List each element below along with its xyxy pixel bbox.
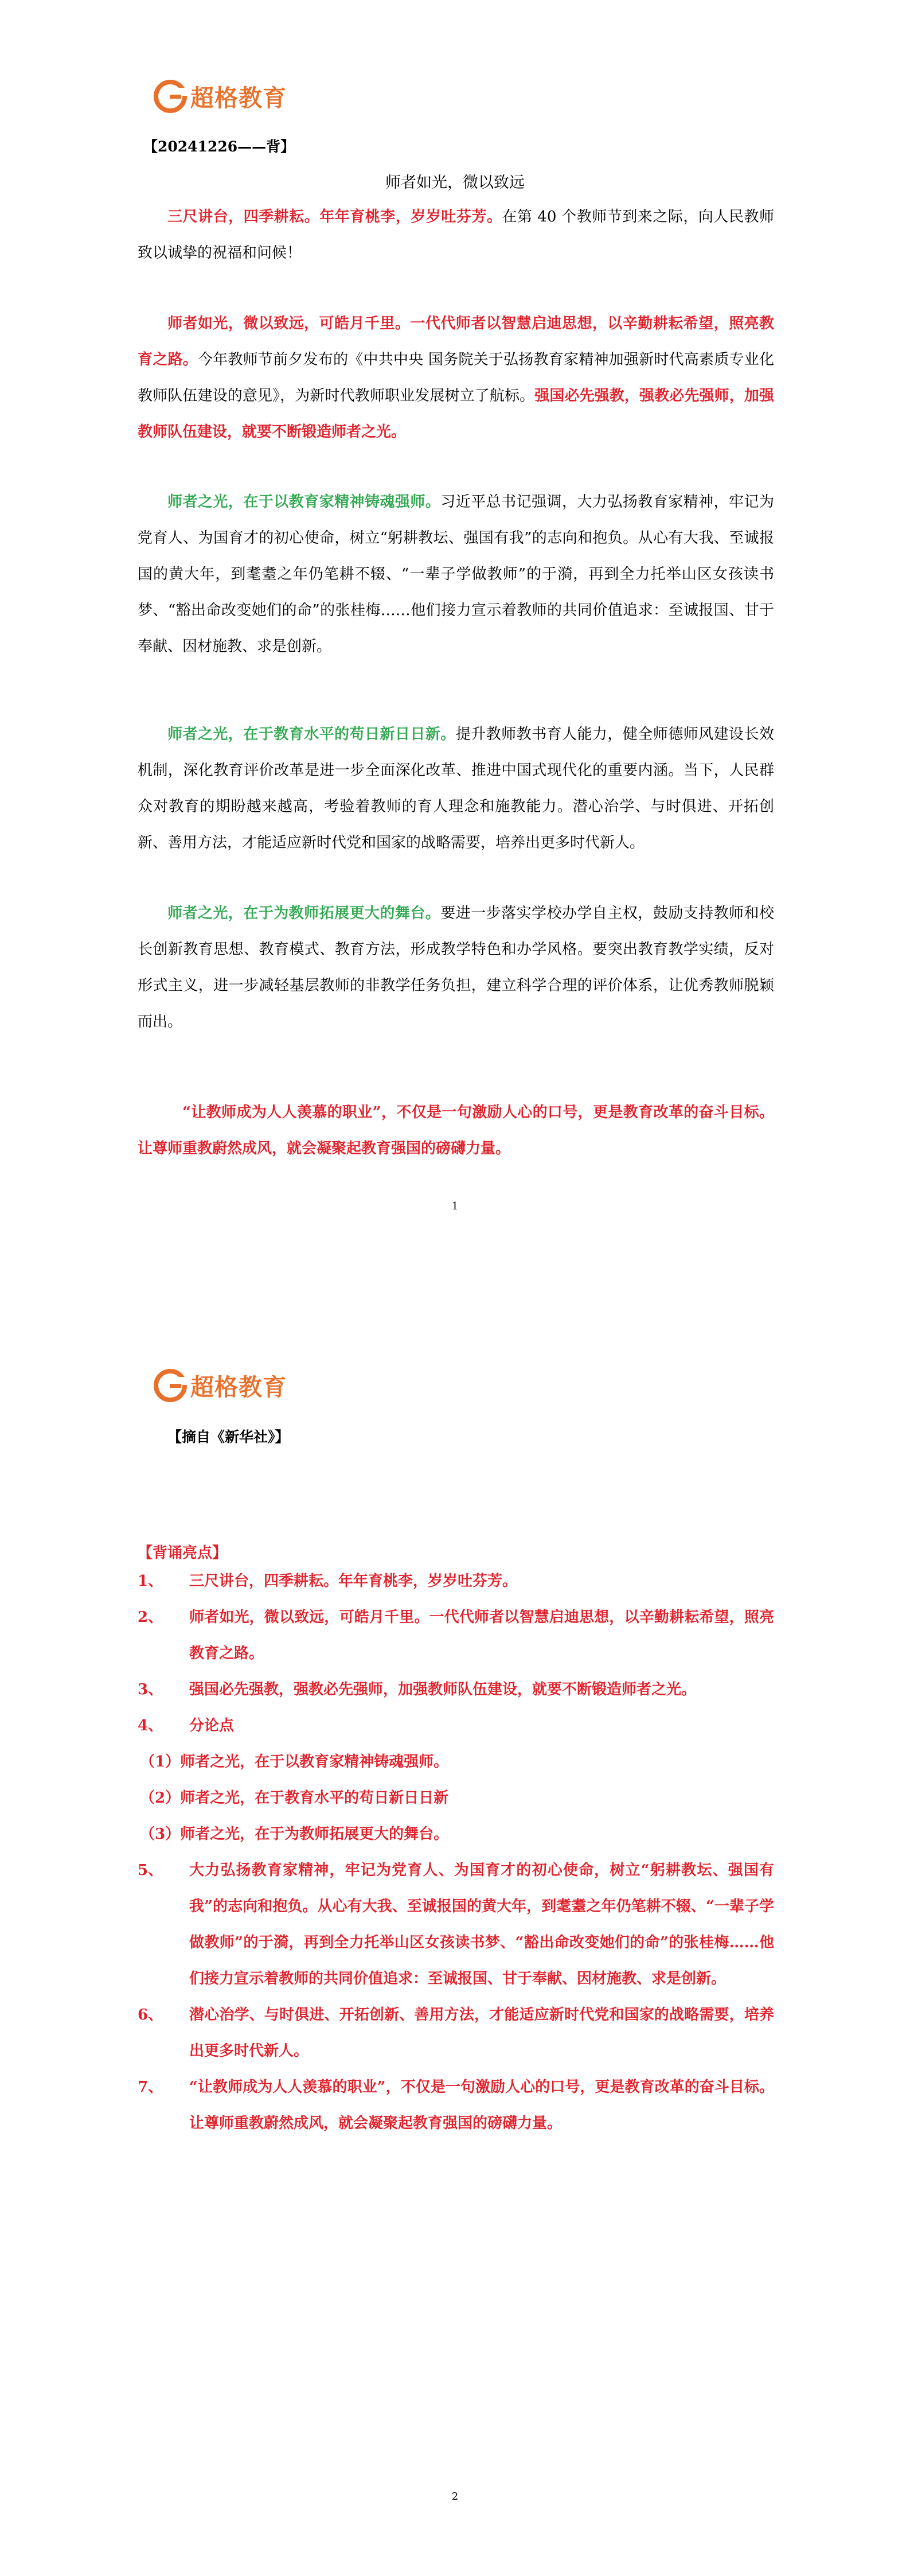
paragraph-6-highlight: “让教师成为人人羡慕的职业”，不仅是一句激励人心的口号，更是教育改革的奋斗目标。让尊师重教蔚然成风，就会凝聚起教育强国的磅礴力量。 <box>138 1104 774 1157</box>
highlight-number: 3、 <box>138 1681 163 1698</box>
paragraph-5-heading: 师者之光，在于为教师拓展更大的舞台。 <box>167 905 441 922</box>
paragraph-2 <box>138 306 774 450</box>
highlight-number: 7、 <box>138 2079 163 2096</box>
highlight-text: “让教师成为人人羡慕的职业”，不仅是一句激励人心的口号，更是教育改革的奋斗目标。让尊师重教蔚然成风，就会凝聚起教育强国的磅礴力量。 <box>189 2079 774 2132</box>
highlight-item <box>138 1853 774 1997</box>
page-title: 师者如光，微以致远 <box>385 174 525 192</box>
highlight-item <box>138 1672 774 1708</box>
highlight-text: 潜心治学、与时俱进、开拓创新、善用方法，才能适应新时代党和国家的战略需要，培养出更多时代新人。 <box>189 2006 774 2060</box>
highlight-text: 强国必先强教，强教必先强师，加强教师队伍建设，就要不断锻造师者之光。 <box>189 1681 697 1698</box>
highlight-text: 三尺讲台，四季耕耘。年年育桃李，岁岁吐芬芳。 <box>189 1573 518 1590</box>
highlight-number: 1、 <box>138 1573 163 1590</box>
highlight-item <box>138 1997 774 2069</box>
paragraph-4-text: 提升教师教书育人能力，健全师德师风建设长效机制，深化教育评价改革是进一步全面深化改革、推进中国式现代化的重要内涵。当下，人民群众对教育的期盼越来越高，考验着教师的育人理念和施教能力。潜心治学、与时俱进、开拓创新、善用方法，才能适应新时代党和国家的战略需要，培养出更多时代新人。 <box>138 726 774 851</box>
highlight-item <box>138 1708 774 1744</box>
paragraph-5 <box>138 896 774 1040</box>
paragraph-4 <box>138 717 774 861</box>
date-tag: 【20241226——背】 <box>143 138 295 155</box>
sub-point: （3）师者之光，在于为教师拓展更大的舞台。 <box>140 1826 449 1843</box>
highlights-title: 【背诵亮点】 <box>138 1544 228 1562</box>
highlight-number: 5、 <box>138 1862 163 1879</box>
sub-point: （1）师者之光，在于以教育家精神铸魂强师。 <box>140 1753 449 1770</box>
source-tag: 【摘自《新华社》】 <box>167 1429 290 1445</box>
brand-logo-icon <box>154 80 187 113</box>
page-number: 2 <box>451 2491 459 2503</box>
page-number: 1 <box>451 1200 459 1212</box>
paragraph-2-highlight-2: 强国必先强教，强教必先强师，加强教师队伍建设，就要不断锻造师者之光。 <box>138 387 774 441</box>
highlight-item <box>138 2069 774 2142</box>
sub-point: （2）师者之光，在于教育水平的苟日新日日新 <box>140 1789 449 1807</box>
brand-logo-icon <box>154 1369 187 1402</box>
highlight-text: 分论点 <box>189 1717 235 1734</box>
highlight-number: 4、 <box>138 1717 163 1734</box>
brand-name: 超格教育 <box>190 1373 287 1401</box>
paragraph-5-text: 要进一步落实学校办学自主权，鼓励支持教师和校长创新教育思想、教育模式、教育方法，形成教学特色和办学风格。要突出教育教学实绩，反对形式主义，进一步减轻基层教师的非教学任务负担，建立科学合理的评价体系，让优秀教师脱颖而出。 <box>138 905 774 1030</box>
paragraph-4-heading: 师者之光，在于教育水平的苟日新日日新。 <box>167 726 456 743</box>
brand-name: 超格教育 <box>190 84 287 112</box>
paragraph-6 <box>138 1095 774 1167</box>
brand-logo <box>154 1368 287 1402</box>
paragraph-3-heading: 师者之光，在于以教育家精神铸魂强师。 <box>167 493 441 511</box>
highlight-text: 师者如光，微以致远，可皓月千里。一代代师者以智慧启迪思想，以辛勤耕耘希望，照亮教育之路。 <box>189 1609 774 1662</box>
brand-logo <box>154 79 287 113</box>
paragraph-2-highlight: 师者如光，微以致远，可皓月千里。一代代师者以智慧启迪思想，以辛勤耕耘希望，照亮教育之路。 <box>138 315 774 368</box>
highlight-number: 2、 <box>138 1609 163 1626</box>
paragraph-1-text: 在第 40 个教师节到来之际，向人民教师致以诚挚的祝福和问候！ <box>138 208 774 262</box>
paragraph-3 <box>138 484 774 665</box>
highlights-list <box>138 1563 774 2142</box>
paragraph-3-text: 习近平总书记强调，大力弘扬教育家精神，牢记为党育人、为国育才的初心使命，树立“躬耕教坛、强国有我”的志向和抱负。从心有大我、至诚报国的黄大年，到耄耋之年仍笔耕不辍、“一辈子学做教师”的于漪，再到全力托举山区女孩读书梦、“豁出命改变她们的命”的张桂梅……他们接力宣示着教师的共同价值追求：至诚报国、甘于奉献、因材施教、求是创新。 <box>138 493 774 655</box>
highlight-text: 大力弘扬教育家精神，牢记为党育人、为国育才的初心使命，树立“躬耕教坛、强国有我”的志向和抱负。从心有大我、至诚报国的黄大年，到耄耋之年仍笔耕不辍、“一辈子学做教师”的于漪，再到全力托举山区女孩读书梦、“豁出命改变她们的命”的张桂梅……他们接力宣示着教师的共同价值追求：至诚报国、甘于奉献、因材施教、求是创新。 <box>189 1862 774 1987</box>
highlight-item <box>138 1600 774 1672</box>
highlight-item <box>138 1563 774 1600</box>
highlight-number: 6、 <box>138 2006 163 2024</box>
paragraph-1-highlight: 三尺讲台，四季耕耘。年年育桃李，岁岁吐芬芳。 <box>167 208 502 225</box>
paragraph-2-text: 今年教师节前夕发布的《中共中央 国务院关于弘扬教育家精神加强新时代高素质专业化教师队伍建设的意见》，为新时代教师职业发展树立了航标。 <box>138 351 774 404</box>
paragraph-1 <box>138 199 774 271</box>
